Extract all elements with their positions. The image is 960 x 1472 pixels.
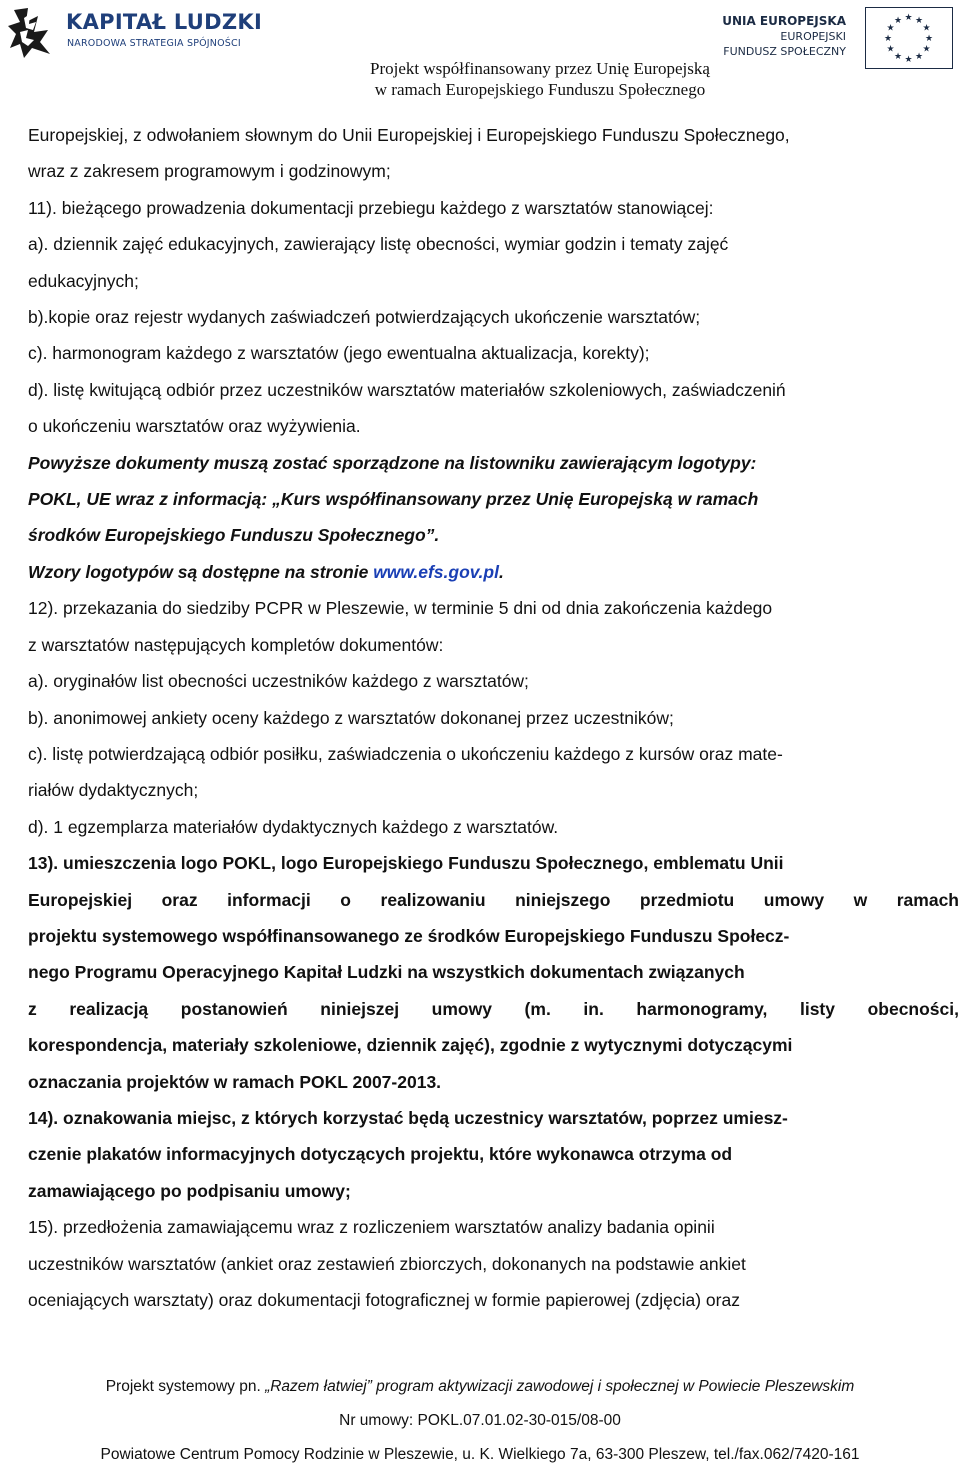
body-line-emphasis: środków Europejskiego Funduszu Społecznego”. — [28, 525, 440, 546]
eu-logo-line3: FUNDUSZ SPOŁECZNY — [723, 45, 846, 58]
body-line-bold: 13). umieszczenia logo POKL, logo Europejskiego Funduszu Społecznego, emblematu Unii — [28, 853, 784, 874]
body-line-emphasis: Powyższe dokumenty muszą zostać sporządzone na listowniku zawierającym logotypy: — [28, 452, 757, 473]
logo-templates-period: . — [498, 561, 504, 582]
body-line-bold: Europejskiej oraz informacji o realizowaniu niniejszego przedmiotu umowy w ramach — [28, 889, 959, 910]
body-line-bold: korespondencja, materiały szkoleniowe, dziennik zajęć), zgodnie z wytycznymi dotyczącymi — [28, 1035, 793, 1056]
body-line-emphasis: POKL, UE wraz z informacją: „Kurs współfinansowany przez Unię Europejską w ramach — [28, 489, 759, 510]
body-line: 11). bieżącego prowadzenia dokumentacji przebiegu każdego z warsztatów stanowiącej: — [28, 197, 714, 218]
body-line: riałów dydaktycznych; — [28, 780, 199, 801]
svg-text:★: ★ — [924, 34, 934, 44]
eu-logo-line2: EUROPEJSKI — [780, 30, 846, 43]
cofinancing-line2: w ramach Europejskiego Funduszu Społecznego — [374, 80, 706, 99]
cofinancing-notice — [290, 58, 790, 100]
logo-templates-text: Wzory logotypów są dostępne na stronie — [28, 561, 374, 582]
svg-text:★: ★ — [893, 16, 903, 26]
body-line: o ukończeniu warsztatów oraz wyżywienia. — [28, 416, 361, 437]
body-line: z warsztatów następujących kompletów dokumentów: — [28, 634, 444, 655]
body-line-bold: projektu systemowego współfinansowanego ze środków Europejskiego Funduszu Społecz- — [28, 925, 790, 946]
svg-text:★: ★ — [904, 13, 913, 23]
svg-text:★: ★ — [893, 52, 903, 62]
logo-templates-line — [28, 554, 959, 590]
body-line: wraz z zakresem programowym i godzinowym; — [28, 161, 391, 182]
body-line-bold: zamawiającego po podpisaniu umowy; — [28, 1180, 351, 1201]
eu-flag-icon — [865, 7, 953, 69]
body-line: edukacyjnych; — [28, 270, 139, 291]
body-line: uczestników warsztatów (ankiet oraz zestawień zbiorczych, dokonanych na podstawie ankiet — [28, 1253, 746, 1274]
svg-text:★: ★ — [883, 34, 893, 44]
page-header — [0, 0, 960, 105]
footer-project-line — [0, 1370, 960, 1404]
body-line: a). oryginałów list obecności uczestników każdego z warsztatów; — [28, 671, 529, 692]
kapital-ludzki-subtitle: NARODOWA STRATEGIA SPÓJNOŚCI — [67, 38, 241, 49]
body-line: a). dziennik zajęć edukacyjnych, zawierający listę obecności, wymiar godzin i tematy zajęć — [28, 234, 729, 255]
document-body — [28, 117, 959, 1318]
body-line: c). listę potwierdzającą odbiór posiłku, zaświadczenia o ukończeniu każdego z kursów oraz mate- — [28, 743, 783, 764]
body-line-bold: z realizacją postanowień niniejszej umowy (m. in. harmonogramy, listy obecności, — [28, 998, 959, 1019]
body-line: b).kopie oraz rejestr wydanych zaświadczeń potwierdzających ukończenie warsztatów; — [28, 307, 701, 328]
cofinancing-line1: Projekt współfinansowany przez Unię Europejską — [370, 59, 710, 78]
efs-website-link[interactable]: www.efs.gov.pl — [373, 561, 499, 582]
kapital-ludzki-logo — [4, 2, 263, 62]
body-line-bold: 14). oznakowania miejsc, z których korzystać będą uczestnicy warsztatów, poprzez umiesz- — [28, 1107, 788, 1128]
svg-text:★: ★ — [914, 16, 924, 26]
body-line: 15). przedłożenia zamawiającemu wraz z rozliczeniem warsztatów analizy badania opinii — [28, 1217, 715, 1238]
body-line: d). 1 egzemplarza materiałów dydaktycznych każdego z warsztatów. — [28, 816, 559, 837]
body-line: 12). przekazania do siedziby PCPR w Pleszewie, w terminie 5 dni od dnia zakończenia każdego — [28, 598, 773, 619]
body-line-bold: oznaczania projektów w ramach POKL 2007-2013. — [28, 1071, 442, 1092]
footer-project-prefix: Projekt systemowy pn. — [105, 1378, 266, 1395]
svg-text:★: ★ — [914, 52, 924, 62]
kapital-ludzki-title: KAPITAŁ LUDZKI — [66, 10, 263, 34]
body-line: Europejskiej, z odwołaniem słownym do Unii Europejskiej i Europejskiego Funduszu Społecznego, — [28, 125, 790, 145]
svg-text:★: ★ — [922, 44, 931, 55]
body-line-bold: czenie plakatów informacyjnych dotyczących projektu, które wykonawca otrzyma od — [28, 1144, 733, 1165]
svg-text:★: ★ — [904, 55, 913, 65]
eu-logo-line1: UNIA EUROPEJSKA — [722, 14, 846, 28]
body-line-bold: nego Programu Operacyjnego Kapitał Ludzki na wszystkich dokumentach związanych — [28, 962, 745, 983]
svg-text:★: ★ — [886, 23, 895, 34]
footer-project-title: „Razem łatwiej” program aktywizacji zawodowej i społecznej w Powiecie Pleszewskim — [265, 1378, 855, 1395]
body-line: oceniających warsztaty) oraz dokumentacji fotograficznej w formie papierowej (zdjęcia) oraz — [28, 1290, 740, 1310]
body-line: d). listę kwitującą odbiór przez uczestników warsztatów materiałów szkoleniowych, zaświadczeniń — [28, 379, 786, 400]
footer-contract-number: Nr umowy: POKL.07.01.02-30-015/08-00 — [339, 1412, 621, 1429]
svg-text:★: ★ — [922, 23, 931, 34]
kapital-ludzki-emblem-icon — [4, 2, 60, 60]
svg-text:★: ★ — [886, 44, 895, 55]
footer-address: Powiatowe Centrum Pomocy Rodzinie w Pleszewie, u. K. Wielkiego 7a, 63-300 Pleszew, tel./fax.062/7420-161 — [100, 1446, 860, 1463]
body-line: b). anonimowej ankiety oceny każdego z warsztatów dokonanej przez uczestników; — [28, 707, 674, 728]
body-line: c). harmonogram każdego z warsztatów (jego ewentualna aktualizacja, korekty); — [28, 343, 650, 364]
